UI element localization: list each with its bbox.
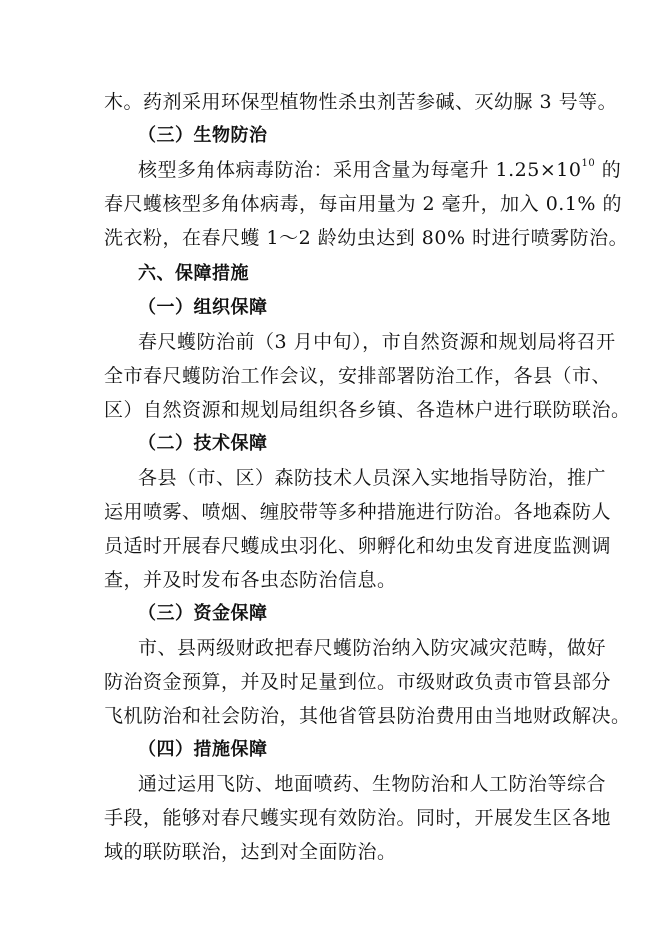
heading-funding: （三）资金保障 <box>138 603 268 624</box>
heading-technical: （二）技术保障 <box>138 433 268 454</box>
intro-line-1: 木。药剂采用环保型植物性杀虫剂苦参碱、灭幼脲 3 号等。 <box>104 91 618 113</box>
tech-line-2: 运用喷雾、喷烟、缠胶带等多种措施进行防治。各地森防人 <box>104 501 612 523</box>
bio-line-1-exponent: 10 <box>581 157 596 169</box>
tech-line-1: 各县（市、区）森防技术人员深入实地指导防治，推广 <box>138 467 607 489</box>
org-line-2: 全市春尺蠖防治工作会议，安排部署防治工作，各县（市、 <box>104 365 612 387</box>
bio-line-3: 洗衣粉，在春尺蠖 1～2 龄幼虫达到 80% 时进行喷雾防治。 <box>104 227 629 249</box>
bio-line-1-text: 核型多角体病毒防治：采用含量为每毫升 1.25×10 <box>138 159 582 181</box>
measure-line-1: 通过运用飞防、地面喷药、生物防治和人工防治等综合 <box>138 773 607 795</box>
bio-line-1-tail: 的 <box>595 159 622 181</box>
tech-line-4: 查，并及时发布各虫态防治信息。 <box>104 569 397 591</box>
heading-section-six: 六、保障措施 <box>138 263 249 284</box>
fund-line-1: 市、县两级财政把春尺蠖防治纳入防灾减灾范畴，做好 <box>138 637 607 659</box>
bio-line-2: 春尺蠖核型多角体病毒，每亩用量为 2 毫升，加入 0.1% 的 <box>104 193 623 215</box>
tech-line-3: 员适时开展春尺蠖成虫羽化、卵孵化和幼虫发育进度监测调 <box>104 535 612 557</box>
heading-organization: （一）组织保障 <box>138 297 268 318</box>
bio-line-1 <box>138 157 622 182</box>
org-line-1: 春尺蠖防治前（3 月中旬），市自然资源和规划局将召开 <box>138 331 616 353</box>
measure-line-2: 手段，能够对春尺蠖实现有效防治。同时，开展发生区各地 <box>104 807 612 829</box>
fund-line-3: 飞机防治和社会防治，其他省管县防治费用由当地财政解决。 <box>104 705 631 727</box>
measure-line-3: 域的联防联治，达到对全面防治。 <box>104 841 397 863</box>
heading-measures: （四）措施保障 <box>138 739 268 760</box>
org-line-3: 区）自然资源和规划局组织各乡镇、各造林户进行联防联治。 <box>104 399 631 421</box>
heading-biological-control: （三）生物防治 <box>138 125 268 146</box>
fund-line-2: 防治资金预算，并及时足量到位。市级财政负责市管县部分 <box>104 671 612 693</box>
